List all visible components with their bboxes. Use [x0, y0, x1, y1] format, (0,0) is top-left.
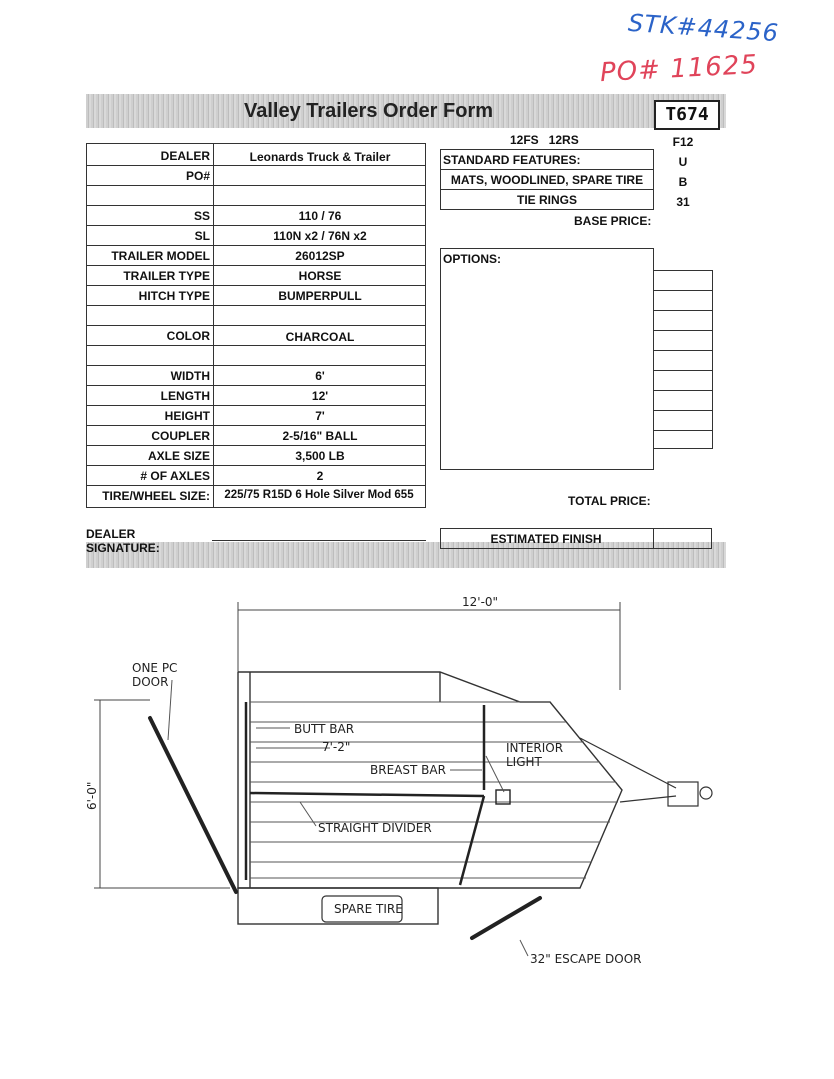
side-code-2: U — [678, 155, 688, 169]
breast-bar-label: BREAST BAR — [370, 763, 446, 777]
po-label: PO# — [185, 169, 210, 183]
options-price-column — [653, 270, 713, 449]
dealer-signature-line — [212, 540, 426, 541]
standard-feature-1: MATS, WOODLINED, SPARE TIRE — [450, 173, 644, 187]
dealer-value: Leonards Truck & Trailer — [249, 150, 391, 164]
standard-features-label: STANDARD FEATURES: — [443, 153, 581, 167]
bars — [246, 702, 484, 885]
handwritten-po-number: PO# 11625 — [599, 49, 759, 89]
hitch-type-value: BUMPERPULL — [278, 289, 362, 303]
sl-value: 110N x2 / 76N x2 — [273, 229, 367, 243]
spare-tire-label: SPARE TIRE — [334, 902, 403, 916]
length-dimension — [238, 602, 620, 690]
model-codes: 12FS 12RS — [510, 133, 579, 147]
side-code-4: 31 — [676, 195, 690, 209]
standard-feature-2: TIE RINGS — [516, 193, 577, 207]
dealer-signature-label: DEALER SIGNATURE: — [86, 527, 160, 555]
coupler-label: COUPLER — [151, 429, 210, 443]
axles-count-label: # OF AXLES — [140, 469, 210, 483]
tire-wheel-value: 225/75 R15D 6 Hole Silver Mod 655 — [224, 489, 414, 501]
width-dimension — [94, 700, 230, 888]
ss-value: 110 / 76 — [298, 209, 342, 223]
trailer-floorplan-drawing — [0, 580, 834, 980]
height-label: HEIGHT — [164, 409, 210, 423]
handwritten-stock-number: STK#44256 — [627, 8, 780, 48]
options-box — [440, 248, 654, 470]
width-label: WIDTH — [170, 369, 210, 383]
tire-wheel-label: TIRE/WHEEL SIZE: — [102, 489, 210, 503]
trailer-type-label: TRAILER TYPE — [123, 269, 210, 283]
straight-divider-label: STRAIGHT DIVIDER — [318, 821, 432, 835]
one-pc-door — [150, 718, 236, 892]
width-dimension-label: 6'-0" — [85, 781, 99, 810]
total-price-label: TOTAL PRICE: — [568, 494, 651, 508]
length-value: 12' — [311, 389, 329, 403]
inner-dimension-label: 7'-2" — [322, 740, 351, 754]
estimated-finish-label: ESTIMATED FINISH — [490, 532, 602, 546]
color-value: CHARCOAL — [285, 330, 355, 344]
escape-door-label: 32" ESCAPE DOOR — [530, 952, 642, 966]
axle-size-value: 3,500 LB — [295, 449, 345, 463]
one-pc-door-label-line-2: DOOR — [132, 675, 169, 689]
escape-door — [472, 898, 540, 938]
base-price-label: BASE PRICE: — [574, 214, 652, 228]
length-label: LENGTH — [160, 389, 210, 403]
dealer-label: DEALER — [160, 149, 210, 163]
butt-bar-label: BUTT BAR — [294, 722, 355, 736]
form-title: Valley Trailers Order Form — [244, 100, 494, 122]
height-value: 7' — [315, 409, 325, 423]
axle-size-label: AXLE SIZE — [147, 449, 210, 463]
options-label: OPTIONS: — [443, 252, 502, 266]
side-code-1: F12 — [672, 135, 694, 149]
hitch-type-label: HITCH TYPE — [138, 289, 210, 303]
stock-box: T674 — [654, 100, 720, 130]
side-code-3: B — [678, 175, 688, 189]
trailer-model-value: 26012SP — [295, 249, 345, 263]
trailer-type-value: HORSE — [298, 269, 342, 283]
width-value: 6' — [315, 369, 325, 383]
interior-light-label-line-2: LIGHT — [506, 755, 542, 769]
trailer-model-label: TRAILER MODEL — [111, 249, 210, 263]
hitch — [580, 738, 712, 806]
color-label: COLOR — [166, 329, 210, 343]
coupler-value: 2-5/16" BALL — [282, 429, 358, 443]
sl-label: SL — [194, 229, 210, 243]
trailer-body — [238, 672, 622, 924]
axles-count-value: 2 — [316, 469, 324, 483]
ss-label: SS — [193, 209, 210, 223]
one-pc-door-label-line-1: ONE PC — [132, 661, 178, 675]
interior-light-label-line-1: INTERIOR — [506, 741, 564, 755]
length-dimension-label: 12'-0" — [462, 595, 499, 609]
